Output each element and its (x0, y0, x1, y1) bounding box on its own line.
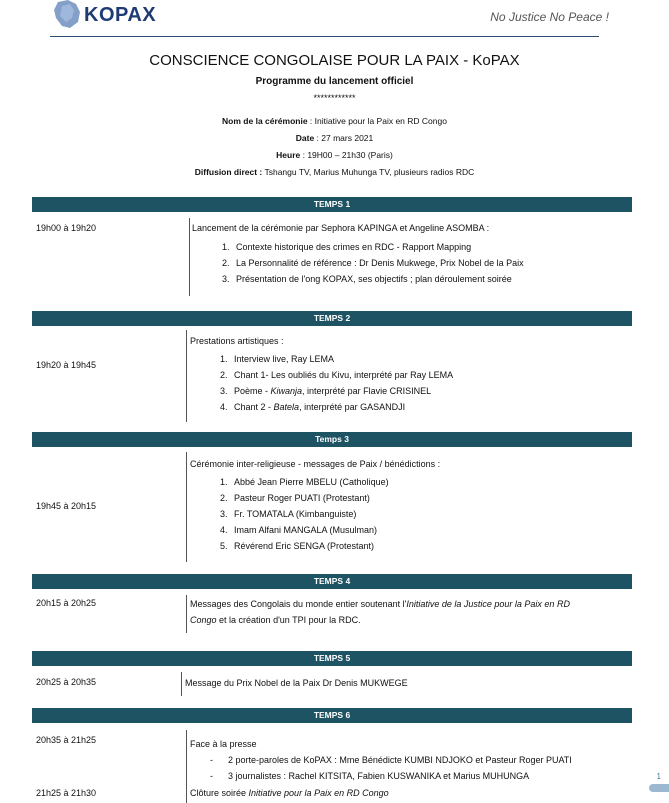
meta-broadcast: Diffusion direct : Tshangu TV, Marius Muhunga TV, plusieurs radios RDC (194, 167, 475, 177)
section-band-temps-1: TEMPS 1 (32, 197, 632, 212)
section-content: Message du Prix Nobel de la Paix Dr Denis MUKWEGE (185, 678, 408, 688)
section-content: Lancement de la cérémonie par Sephora KAPINGA et Angeline ASOMBA : 1. Contexte historique des crimes en RDC - Rapport Mapping 2. La Personnalité de référence : Dr Denis Mukwege, Prix Nobel de la Paix 3. Présentation de l'ong KOPAX, ses objectifs ; plan déroulement soirée (192, 220, 524, 287)
section-time: 19h45 à 20h15 (36, 501, 97, 511)
section-content: Face à la presse - 2 porte-paroles de KoPAX : Mme Bénédicte KUMBI NDJOKO et Pasteur Roger PUATI - 3 journalistes : Rachel KITSITA, Fabien KUSWANIKA et Marius MUHUNGA (190, 736, 572, 784)
list-item: - 3 journalistes : Rachel KITSITA, Fabien KUSWANIKA et Marius MUHUNGA (210, 768, 572, 784)
meta-time: Heure : 19H00 – 21h30 (Paris) (276, 150, 393, 160)
separator-stars: ************ (313, 93, 356, 103)
column-divider (186, 595, 187, 633)
list-item: 3. Poème - Kiwanja, interprété par Flavie CRISINEL (230, 383, 453, 399)
list-item: 5. Révérend Eric SENGA (Protestant) (230, 538, 440, 554)
section-content: Cérémonie inter-religieuse - messages de Paix / bénédictions : 1. Abbé Jean Pierre MBELU (Catholique) 2. Pasteur Roger PUATI (Protestant) 3. Fr. TOMATALA (Kimbanguiste) 4. Imam Alfani MANGALA (Musulman) 5. Révérend Eric SENGA (Protestant) (190, 456, 440, 554)
section-band-temps-2: TEMPS 2 (32, 311, 632, 326)
section-band-temps-6: TEMPS 6 (32, 708, 632, 723)
section-content: Messages des Congolais du monde entier soutenant l'Initiative de la Justice pour la Paix en RD Congo et la création d'un TPI pour la RDC. (190, 599, 570, 625)
list-item: 1. Abbé Jean Pierre MBELU (Catholique) (230, 474, 440, 490)
section-time: 19h20 à 19h45 (36, 360, 97, 370)
section-content: Prestations artistiques : 1. Interview live, Ray LEMA 2. Chant 1- Les oubliés du Kivu, interprété par Ray LEMA 3. Poème - Kiwanja, interprété par Flavie CRISINEL 4. Chant 2 - Batela, interprété par GASANDJI (190, 333, 453, 415)
meta-ceremony: Nom de la cérémonie : Initiative pour la Paix en RD Congo (222, 116, 447, 126)
list-item: 2. Pasteur Roger PUATI (Protestant) (230, 490, 440, 506)
motto: No Justice No Peace ! (490, 10, 609, 24)
column-divider (186, 452, 187, 562)
document-subtitle: Programme du lancement officiel (255, 76, 414, 87)
closing-text: Clôture soirée Initiative pour la Paix en RD Congo (190, 788, 389, 798)
section-time: 21h25 à 21h30 (36, 788, 97, 798)
list-item: 1. Interview live, Ray LEMA (230, 351, 453, 367)
list-item: 3. Fr. TOMATALA (Kimbanguiste) (230, 506, 440, 522)
list-item: 3. Présentation de l'ong KOPAX, ses objectifs ; plan déroulement soirée (232, 271, 524, 287)
section-band-temps-5: TEMPS 5 (32, 651, 632, 666)
document-title: CONSCIENCE CONGOLAISE POUR LA PAIX - KoPAX (149, 52, 520, 69)
meta-date: Date : 27 mars 2021 (295, 133, 374, 143)
column-divider (186, 330, 187, 422)
section-time: 19h00 à 19h20 (36, 223, 97, 233)
kopax-logo (50, 0, 156, 30)
column-divider (186, 730, 187, 803)
column-divider (181, 672, 182, 696)
header-divider (50, 36, 599, 37)
list-item: 1. Contexte historique des crimes en RDC - Rapport Mapping (232, 239, 524, 255)
section-time: 20h15 à 20h25 (36, 598, 97, 608)
section-band-temps-3: Temps 3 (32, 432, 632, 447)
list-item: 4. Imam Alfani MANGALA (Musulman) (230, 522, 440, 538)
logo-map-icon (50, 0, 90, 30)
list-item: 2. Chant 1- Les oubliés du Kivu, interprété par Ray LEMA (230, 367, 453, 383)
list-item: 4. Chant 2 - Batela, interprété par GASANDJI (230, 399, 453, 415)
column-divider (189, 218, 190, 296)
page-corner-decoration (649, 784, 669, 792)
list-item: 2. La Personnalité de référence : Dr Denis Mukwege, Prix Nobel de la Paix (232, 255, 524, 271)
section-band-temps-4: TEMPS 4 (32, 574, 632, 589)
logo-text: KOPAX (84, 3, 157, 26)
section-time: 20h35 à 21h25 (36, 735, 97, 745)
page-number: 1 (656, 772, 661, 781)
section-time: 20h25 à 20h35 (36, 677, 97, 687)
list-item: - 2 porte-paroles de KoPAX : Mme Bénédicte KUMBI NDJOKO et Pasteur Roger PUATI (210, 752, 572, 768)
